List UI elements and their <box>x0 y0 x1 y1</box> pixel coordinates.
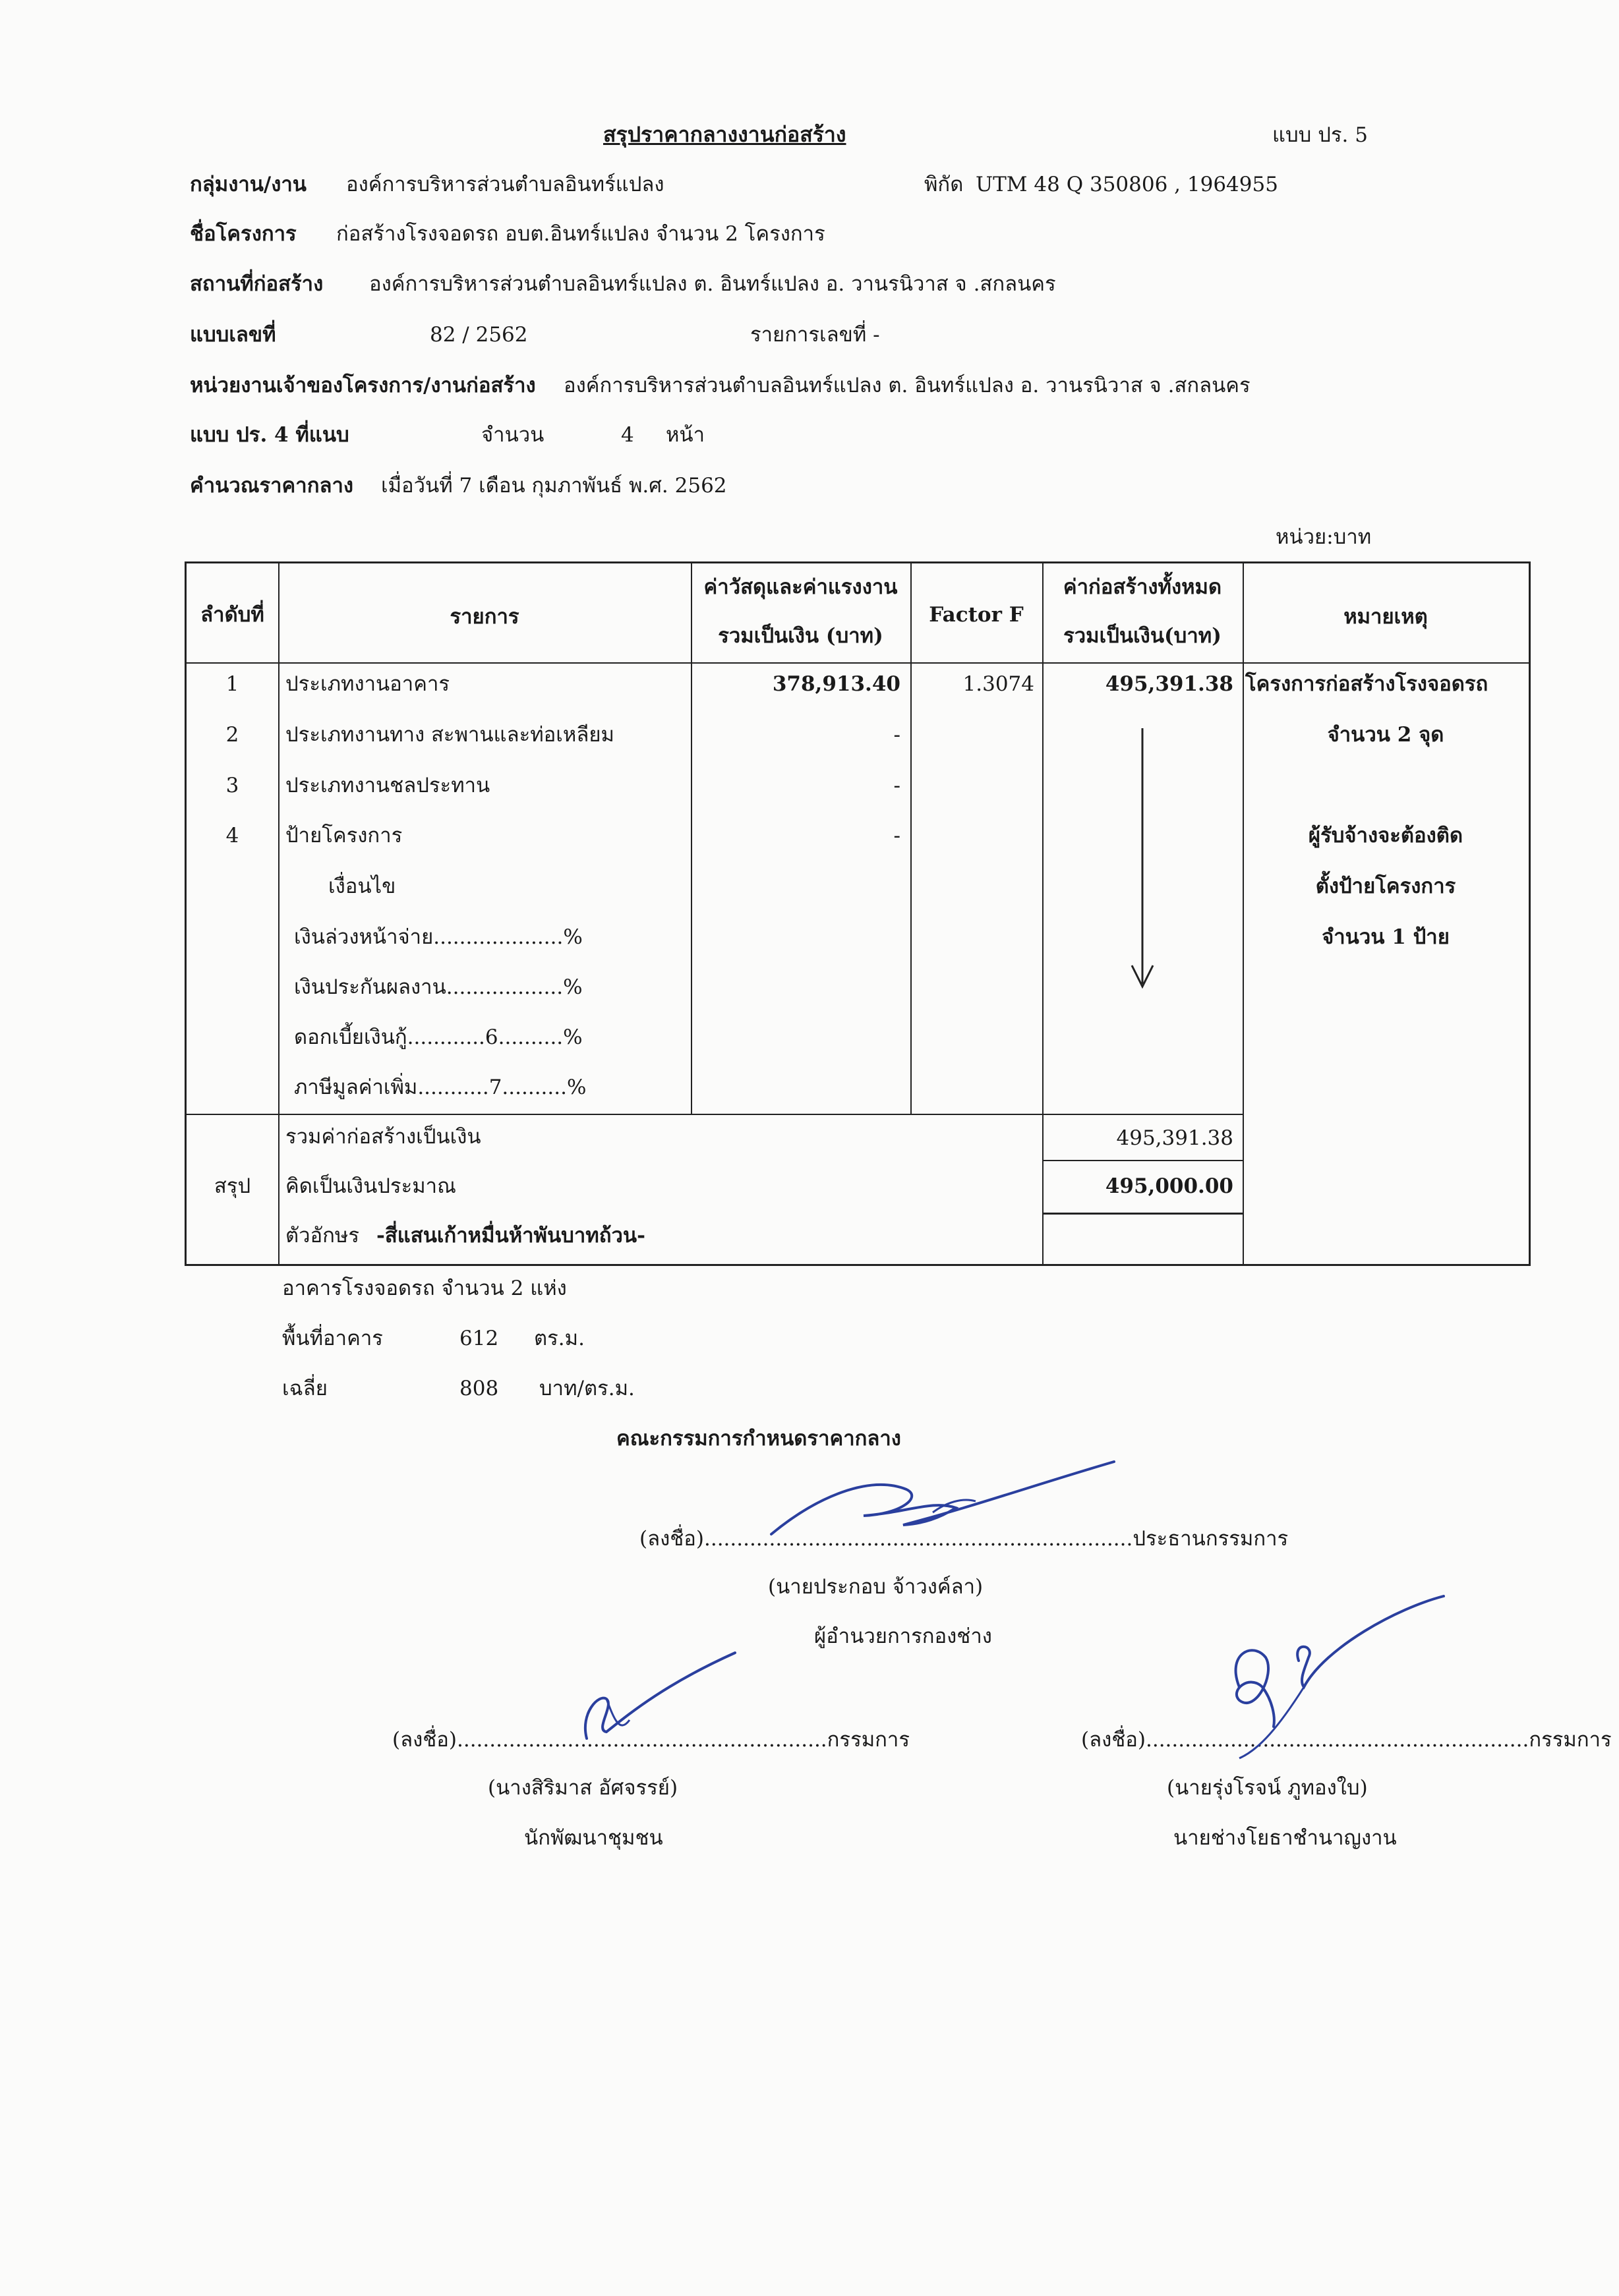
row1-total: 495,391.38 <box>1105 672 1233 696</box>
avg-value: 808 <box>459 1377 499 1400</box>
price-summary-table <box>185 561 1531 1266</box>
right-position: นายช่างโยธาชำนาญงาน <box>1173 1826 1397 1850</box>
sum-total-label: รวมค่าก่อสร้างเป็นเงิน <box>285 1125 481 1149</box>
sum-approx-label: คิดเป็นเงินประมาณ <box>285 1174 456 1198</box>
calc-date: เมื่อวันที่ 7 เดือน กุมภาพันธ์ พ.ศ. 2562 <box>381 474 727 498</box>
row2-material: - <box>893 723 900 747</box>
attach-count: 4 <box>621 423 634 447</box>
row1-no: 1 <box>225 672 239 696</box>
page-title: สรุปราคากลางงานก่อสร้าง <box>603 122 846 147</box>
remark-line1: โครงการก่อสร้างโรงจอดรถ <box>1245 672 1488 696</box>
header-remark: หมายเหตุ <box>1343 605 1428 629</box>
row4-no: 4 <box>225 824 239 847</box>
site-label: สถานที่ก่อสร้าง <box>190 272 324 296</box>
left-sign-line: (ลงชื่อ).........................................................กรรมการ <box>392 1728 910 1752</box>
sum-text-value: -สี่แสนเก้าหมื่นห้าพันบาทถ้วน- <box>376 1224 645 1248</box>
remark-line4: ตั้งป้ายโครงการ <box>1315 875 1456 898</box>
project-label: ชื่อโครงการ <box>190 222 297 246</box>
condition-guarantee: เงินประกันผลงาน..................% <box>294 975 583 999</box>
chair-sign-line: (ลงชื่อ)..................................................................ประธานกรรมการ <box>639 1527 1289 1551</box>
avg-label: เฉลี่ย <box>282 1377 328 1400</box>
site-value: องค์การบริหารส่วนตำบลอินทร์แปลง ต. อินทร์แปลง อ. วานรนิวาส จ .สกลนคร <box>369 272 1056 296</box>
condition-interest: ดอกเบี้ยเงินกู้............6..........% <box>294 1025 583 1049</box>
row2-no: 2 <box>225 723 239 747</box>
attach-label: แบบ ปร. 4 ที่แนบ <box>190 423 349 447</box>
condition-advance: เงินล่วงหน้าจ่าย....................% <box>294 925 583 949</box>
conditions-title: เงื่อนไข <box>328 875 396 898</box>
area-label: พื้นที่อาคาร <box>282 1327 383 1350</box>
chair-position: ผู้อำนวยการกองช่าง <box>814 1624 992 1648</box>
row4-material: - <box>893 824 900 847</box>
attach-count-label: จำนวน <box>481 423 545 447</box>
row1-item: ประเภทงานอาคาร <box>285 672 450 696</box>
group-label: กลุ่มงาน/งาน <box>190 173 307 196</box>
remark-line5: จำนวน 1 ป้าย <box>1322 925 1450 949</box>
row3-item: ประเภทงานชลประทาน <box>285 774 490 797</box>
remark-line2: จำนวน 2 จุด <box>1327 723 1444 747</box>
right-sign-line: (ลงชื่อ)...........................................................กรรมการ <box>1081 1728 1612 1752</box>
calc-label: คำนวณราคากลาง <box>190 474 354 498</box>
condition-vat: ภาษีมูลค่าเพิ่ม...........7..........% <box>294 1076 587 1099</box>
coord-value: UTM 48 Q 350806 , 1964955 <box>976 173 1278 196</box>
plan-no-value: 82 / 2562 <box>430 323 528 347</box>
header-no: ลำดับที่ <box>200 603 264 627</box>
attach-unit: หน้า <box>666 423 705 447</box>
sum-text-label: ตัวอักษร <box>285 1224 360 1248</box>
item-no-label: รายการเลขที่ - <box>750 323 880 347</box>
row1-factor: 1.3074 <box>962 672 1034 696</box>
sum-total-value: 495,391.38 <box>1116 1126 1233 1150</box>
area-unit: ตร.ม. <box>534 1327 585 1350</box>
area-value: 612 <box>459 1327 499 1350</box>
owner-value: องค์การบริหารส่วนตำบลอินทร์แปลง ต. อินทร์แปลง อ. วานรนิวาส จ .สกลนคร <box>564 374 1251 397</box>
form-code: แบบ ปร. 5 <box>1272 123 1368 147</box>
row3-material: - <box>893 774 900 797</box>
row3-no: 3 <box>225 774 239 797</box>
left-position: นักพัฒนาชุมชน <box>524 1826 663 1850</box>
avg-unit: บาท/ตร.ม. <box>539 1377 635 1400</box>
right-signature-image <box>1200 1595 1450 1760</box>
left-signature-image <box>567 1648 745 1746</box>
project-value: ก่อสร้างโรงจอดรถ อบต.อินทร์แปลง จำนวน 2 โครงการ <box>336 222 825 246</box>
owner-label: หน่วยงานเจ้าของโครงการ/งานก่อสร้าง <box>190 374 536 397</box>
plan-no-label: แบบเลขที่ <box>190 323 276 347</box>
header-material-1: ค่าวัสดุและค่าแรงงาน <box>703 575 898 599</box>
row2-item: ประเภทงานทาง สะพานและท่อเหลียม <box>285 723 614 747</box>
right-name: (นายรุ่งโรจน์ ภูทองใบ) <box>1167 1776 1368 1800</box>
remark-line3: ผู้รับจ้างจะต้องติด <box>1308 824 1463 847</box>
row4-item: ป้ายโครงการ <box>285 824 403 847</box>
building-line1: อาคารโรงจอดรถ จำนวน 2 แห่ง <box>282 1277 567 1300</box>
chair-name: (นายประกอบ จ้าวงค์ลา) <box>768 1575 984 1599</box>
sum-approx-value: 495,000.00 <box>1105 1174 1233 1198</box>
header-item: รายการ <box>450 605 519 629</box>
header-total-1: ค่าก่อสร้างทั้งหมด <box>1063 575 1222 599</box>
header-total-2: รวมเป็นเงิน(บาท) <box>1063 624 1222 648</box>
chair-signature-image <box>765 1450 1121 1549</box>
group-value: องค์การบริหารส่วนตำบลอินทร์แปลง <box>346 173 664 196</box>
committee-title: คณะกรรมการกำหนดราคากลาง <box>616 1427 901 1450</box>
header-factor: Factor F <box>929 603 1024 627</box>
unit-label: หน่วย:บาท <box>1276 525 1372 549</box>
header-material-2: รวมเป็นเงิน (บาท) <box>718 624 883 648</box>
coord-label: พิกัด <box>924 173 964 196</box>
summary-label: สรุป <box>214 1174 251 1198</box>
left-name: (นางสิริมาส อัศจรรย์) <box>488 1776 678 1800</box>
down-arrow-icon <box>1129 728 1156 992</box>
row1-material: 378,913.40 <box>772 672 900 696</box>
